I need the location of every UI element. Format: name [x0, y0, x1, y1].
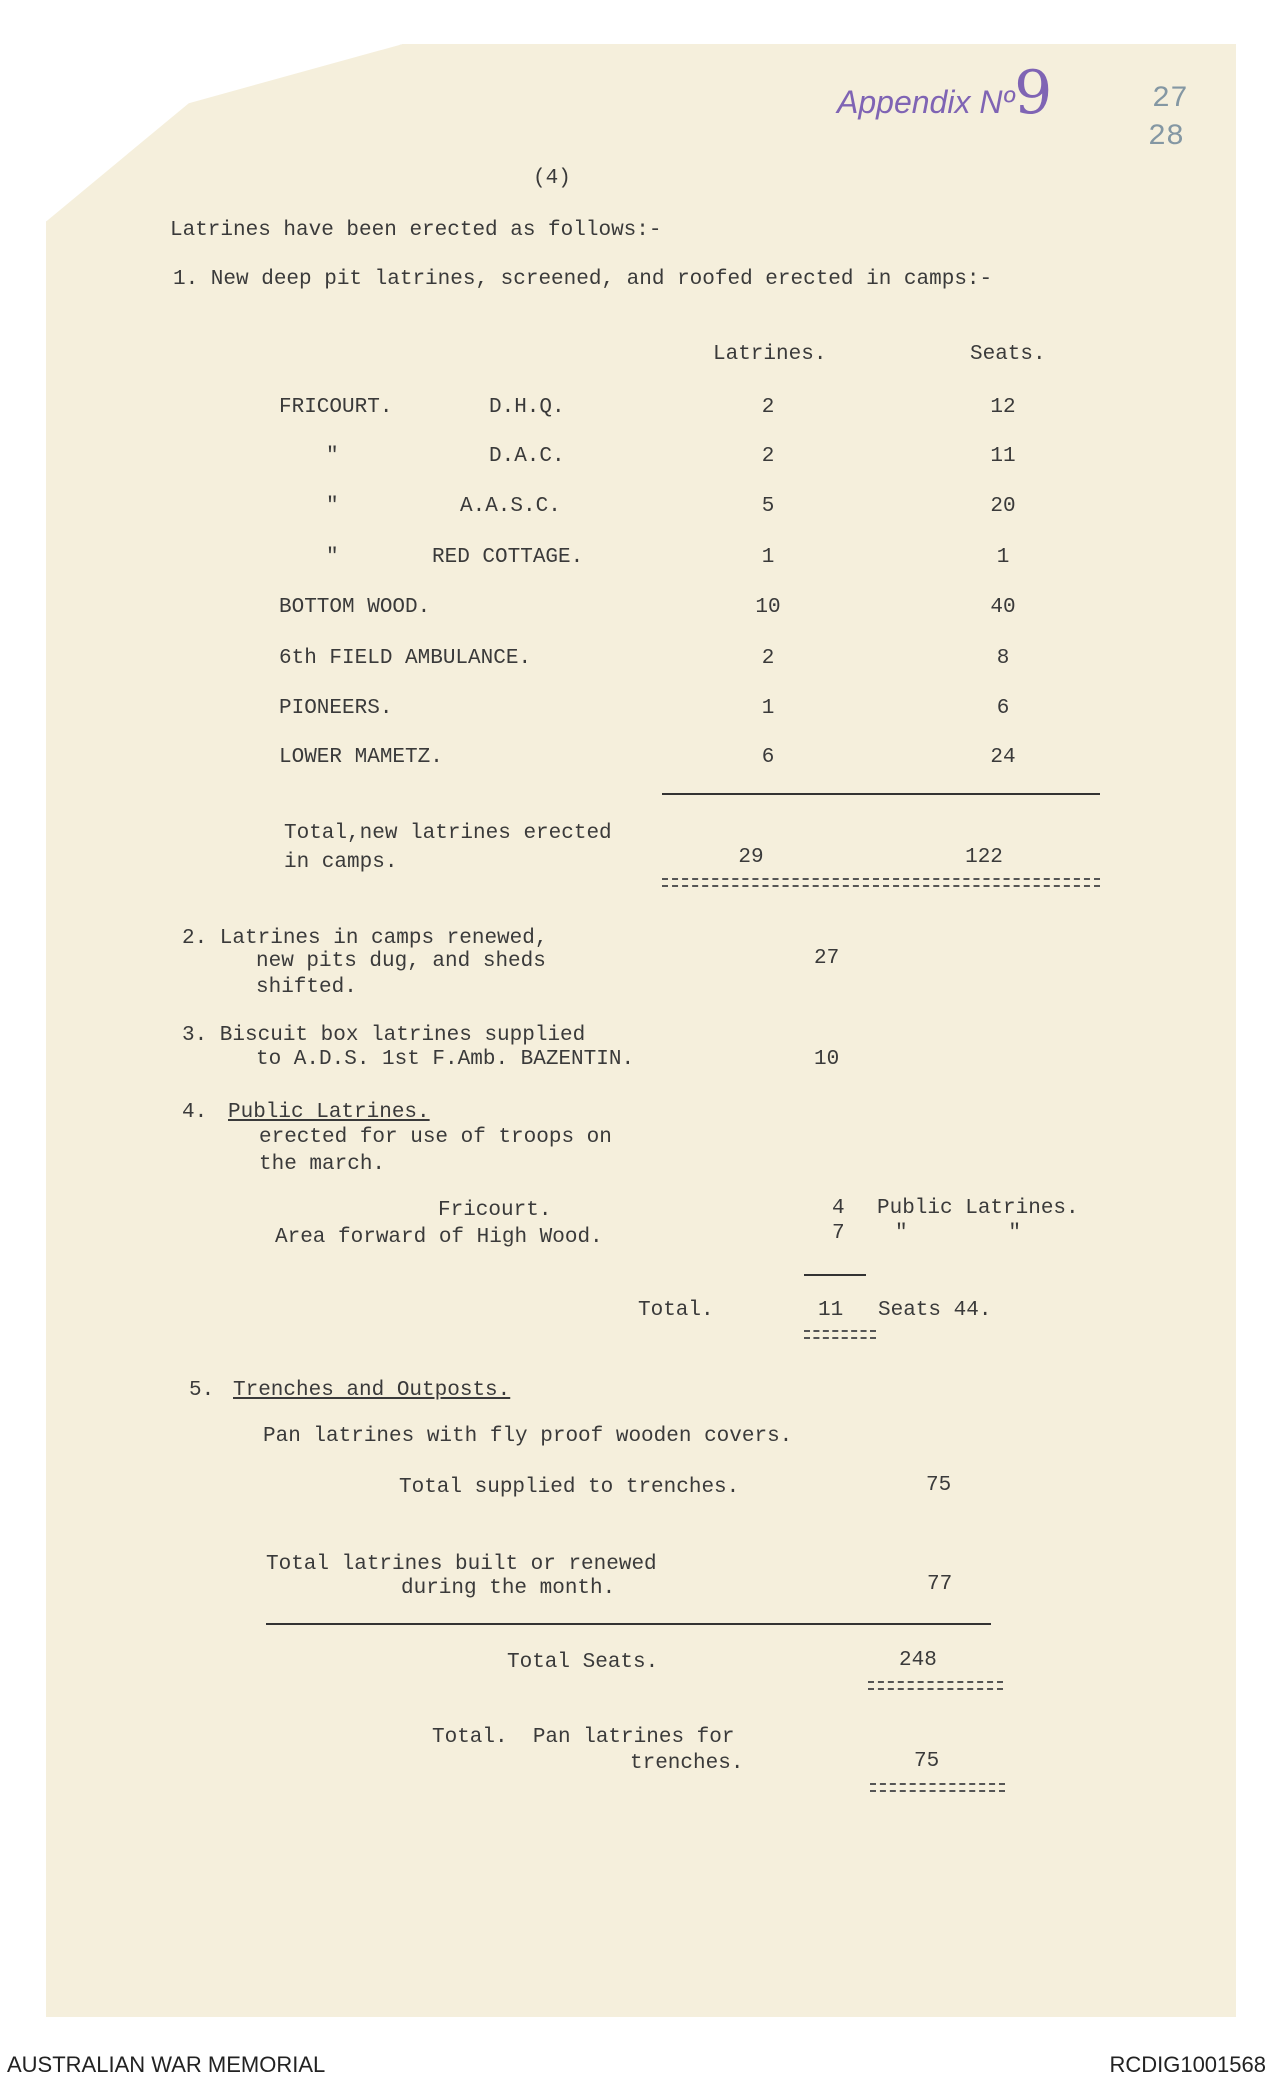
row-latrines: 5 — [761, 495, 775, 518]
s5-built: 77 — [927, 1573, 953, 1596]
s2-line2: new pits dug, and sheds — [256, 950, 546, 973]
row-seats: 11 — [990, 445, 1016, 468]
s4-row1-value: 4 — [832, 1197, 845, 1220]
s4-row1-desc: Public Latrines. — [877, 1197, 1079, 1220]
s2-value: 27 — [814, 947, 840, 970]
row-location: PIONEERS. — [279, 697, 393, 720]
row-seats: 12 — [990, 396, 1016, 419]
section-1-heading: 1. New deep pit latrines, screened, and roofed erected in camps:- — [173, 268, 993, 291]
row-location: FRICOURT. — [279, 396, 393, 419]
intro: Latrines have been erected as follows:- — [170, 219, 662, 242]
row-sublocation: A.A.S.C. — [460, 495, 561, 518]
s4-title: Public Latrines. — [228, 1101, 430, 1124]
col-seats: Seats. — [970, 343, 1046, 366]
s5-title: Trenches and Outposts. — [233, 1379, 511, 1402]
row-location: BOTTOM WOOD. — [279, 596, 431, 619]
double-rule — [662, 878, 1100, 887]
col-latrines: Latrines. — [713, 343, 827, 366]
rule — [266, 1623, 991, 1625]
s3-line2: to A.D.S. 1st F.Amb. BAZENTIN. — [256, 1048, 635, 1071]
s4-row2-desc: " " — [895, 1222, 1022, 1245]
row-latrines: 2 — [761, 396, 775, 419]
row-location: " — [326, 495, 339, 518]
row-seats: 20 — [990, 495, 1016, 518]
s5-built-line1: Total latrines built or renewed — [266, 1553, 657, 1576]
s5-supplied: 75 — [926, 1474, 952, 1497]
double-rule — [870, 1783, 1005, 1792]
total-label-2: in camps. — [284, 851, 398, 874]
s4-num: 4. — [182, 1101, 208, 1124]
s4-row2-value: 7 — [832, 1222, 845, 1245]
folio-27: 27 — [1152, 82, 1189, 116]
row-location: 6th FIELD AMBULANCE. — [279, 647, 532, 670]
page-number: (4) — [533, 167, 571, 190]
s4-line2: erected for use of troops on — [259, 1126, 612, 1149]
row-latrines: 2 — [761, 647, 775, 670]
row-latrines: 10 — [755, 596, 781, 619]
s5-line1: Pan latrines with fly proof wooden covers. — [263, 1425, 793, 1448]
s5-seats-label: Total Seats. — [507, 1651, 659, 1674]
row-location: " — [326, 546, 339, 569]
s4-total-label: Total. — [638, 1299, 714, 1322]
s4-seats: Seats 44. — [878, 1299, 992, 1322]
s5-pan-line2: trenches. — [630, 1752, 744, 1775]
row-latrines: 1 — [761, 697, 775, 720]
footer-id: RCDIG1001568 — [1109, 2052, 1266, 2077]
row-location: " — [326, 445, 339, 468]
double-rule — [868, 1681, 1003, 1690]
s5-num: 5. — [189, 1379, 215, 1402]
row-latrines: 1 — [761, 546, 775, 569]
s5-pan-line1: Total. Pan latrines for — [432, 1726, 735, 1749]
row-seats: 8 — [996, 647, 1010, 670]
row-seats: 40 — [990, 596, 1016, 619]
row-seats: 24 — [990, 746, 1016, 769]
total-latrines: 29 — [738, 846, 764, 869]
s3-value: 10 — [814, 1048, 840, 1071]
s4-line3: the march. — [259, 1153, 386, 1176]
row-latrines: 2 — [761, 445, 775, 468]
folio-28: 28 — [1148, 120, 1185, 154]
rule — [662, 793, 1100, 795]
rule — [804, 1274, 866, 1276]
s2-line3: shifted. — [256, 976, 357, 999]
total-seats: 122 — [965, 846, 1003, 869]
appendix-label: Appendix Nº — [837, 84, 1015, 120]
appendix-number: 9 — [1014, 58, 1053, 128]
s2-line1: 2. Latrines in camps renewed, — [182, 927, 548, 950]
row-location: LOWER MAMETZ. — [279, 746, 443, 769]
double-rule — [804, 1330, 876, 1339]
s5-supplied-label: Total supplied to trenches. — [399, 1476, 740, 1499]
row-sublocation: RED COTTAGE. — [432, 546, 584, 569]
s5-built-line2: during the month. — [401, 1577, 616, 1600]
s3-line1: 3. Biscuit box latrines supplied — [182, 1024, 586, 1047]
row-seats: 6 — [996, 697, 1010, 720]
row-sublocation: D.A.C. — [489, 445, 565, 468]
s5-pan: 75 — [914, 1750, 940, 1773]
s4-total: 11 — [818, 1299, 844, 1322]
footer-institution: AUSTRALIAN WAR MEMORIAL — [7, 2052, 326, 2077]
row-seats: 1 — [996, 546, 1010, 569]
appendix-stamp — [837, 58, 1052, 128]
s4-row1-loc: Fricourt. — [438, 1199, 552, 1222]
row-sublocation: D.H.Q. — [489, 396, 565, 419]
s5-seats: 248 — [899, 1649, 937, 1672]
total-label-1: Total,new latrines erected — [284, 822, 612, 845]
s4-row2-loc: Area forward of High Wood. — [275, 1226, 603, 1249]
row-latrines: 6 — [761, 746, 775, 769]
